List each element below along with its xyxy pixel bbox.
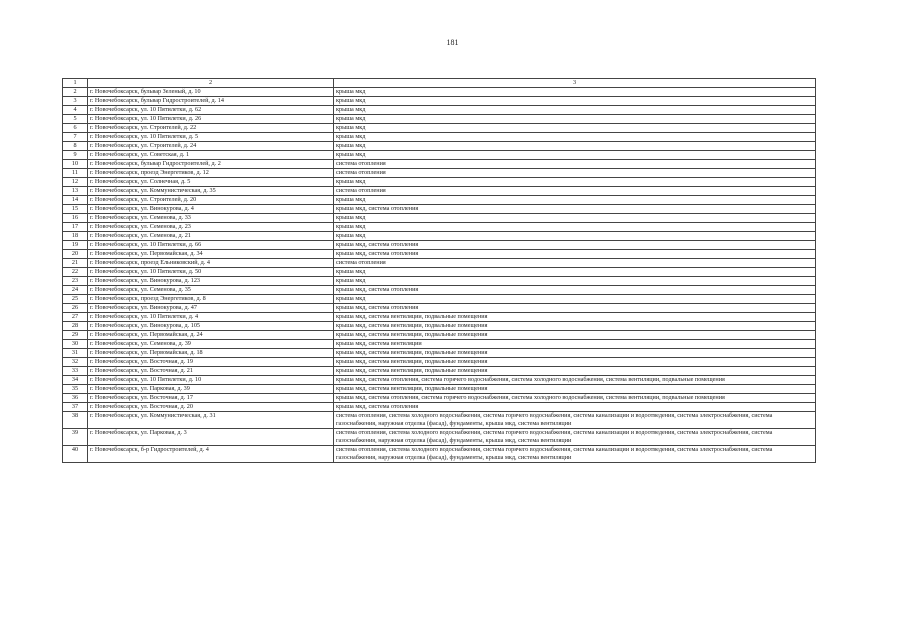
table-row — [63, 178, 816, 187]
table-row — [63, 169, 816, 178]
row-works: система отопления — [334, 259, 816, 268]
row-works: крыша мкд — [334, 295, 816, 304]
row-works: крыша мкд, система отопления — [334, 205, 816, 214]
row-number: 3 — [63, 97, 88, 106]
row-works: крыша мкд — [334, 223, 816, 232]
row-works: крыша мкд — [334, 142, 816, 151]
row-address: г. Новочебоксарск, ул. Солнечная, д. 5 — [88, 178, 334, 187]
row-number: 36 — [63, 394, 88, 403]
row-number: 21 — [63, 259, 88, 268]
table-row — [63, 160, 816, 169]
row-address: г. Новочебоксарск, ул. 10 Пятилетки, д. 5 — [88, 133, 334, 142]
table-row — [63, 124, 816, 133]
row-works: крыша мкд, система вентиляции, подвальные помещения — [334, 313, 816, 322]
row-works: система отопления — [334, 187, 816, 196]
row-works: крыша мкд, система отопления — [334, 403, 816, 412]
row-works: система отопления, система холодного водоснабжения, система горячего водоснабжения, система канализации и водоотведения, система электроснабжения, система газоснабжения, наружная отделка (фасад), фундаменты, крыша мкд, система вентиляции — [334, 446, 816, 463]
row-address: г. Новочебоксарск, ул. 10 Пятилетки, д. 26 — [88, 115, 334, 124]
row-address: г. Новочебоксарск, ул. Строителей, д. 24 — [88, 142, 334, 151]
row-works: крыша мкд, система вентиляции, подвальные помещения — [334, 367, 816, 376]
row-works: крыша мкд, система отопления — [334, 304, 816, 313]
row-number: 28 — [63, 322, 88, 331]
row-address: г. Новочебоксарск, б-р Гидростроителей, д. 4 — [88, 446, 334, 463]
column-header-3: 3 — [334, 79, 816, 88]
row-number: 7 — [63, 133, 88, 142]
row-address: г. Новочебоксарск, ул. Строителей, д. 22 — [88, 124, 334, 133]
table-row — [63, 429, 816, 446]
table-row — [63, 304, 816, 313]
column-header-1: 1 — [63, 79, 88, 88]
row-works: крыша мкд — [334, 277, 816, 286]
table-row — [63, 142, 816, 151]
row-address: г. Новочебоксарск, ул. Советская, д. 1 — [88, 151, 334, 160]
row-address: г. Новочебоксарск, ул. Семенова, д. 39 — [88, 340, 334, 349]
row-address: г. Новочебоксарск, бульвар Зеленый, д. 10 — [88, 88, 334, 97]
table-row — [63, 403, 816, 412]
row-number: 29 — [63, 331, 88, 340]
row-works: крыша мкд — [334, 88, 816, 97]
row-works: система отопления — [334, 169, 816, 178]
row-works: крыша мкд, система отопления — [334, 250, 816, 259]
row-number: 23 — [63, 277, 88, 286]
row-number: 40 — [63, 446, 88, 463]
row-number: 12 — [63, 178, 88, 187]
table-row — [63, 133, 816, 142]
row-address: г. Новочебоксарск, ул. Строителей, д. 20 — [88, 196, 334, 205]
table-row — [63, 268, 816, 277]
table-row — [63, 232, 816, 241]
row-address: г. Новочебоксарск, ул. Семенова, д. 33 — [88, 214, 334, 223]
row-works: крыша мкд — [334, 115, 816, 124]
row-works: крыша мкд, система вентиляции, подвальные помещения — [334, 358, 816, 367]
table-row — [63, 358, 816, 367]
table-row — [63, 295, 816, 304]
table-row — [63, 187, 816, 196]
row-works: крыша мкд — [334, 214, 816, 223]
register-table — [62, 78, 816, 463]
page-number: 181 — [446, 38, 459, 47]
row-number: 35 — [63, 385, 88, 394]
table-row — [63, 115, 816, 124]
row-address: г. Новочебоксарск, ул. 10 Пятилетки, д. 50 — [88, 268, 334, 277]
row-number: 38 — [63, 412, 88, 429]
row-address: г. Новочебоксарск, ул. 10 Пятилетки, д. 66 — [88, 241, 334, 250]
row-works: крыша мкд, система вентиляции, подвальные помещения — [334, 385, 816, 394]
table-row — [63, 151, 816, 160]
row-number: 18 — [63, 232, 88, 241]
row-works: крыша мкд — [334, 97, 816, 106]
table-row — [63, 349, 816, 358]
row-address: г. Новочебоксарск, ул. Семенова, д. 23 — [88, 223, 334, 232]
table-row — [63, 205, 816, 214]
row-number: 8 — [63, 142, 88, 151]
row-number: 33 — [63, 367, 88, 376]
row-number: 14 — [63, 196, 88, 205]
table-row — [63, 385, 816, 394]
row-address: г. Новочебоксарск, ул. Восточная, д. 21 — [88, 367, 334, 376]
row-number: 13 — [63, 187, 88, 196]
row-address: г. Новочебоксарск, ул. Восточная, д. 20 — [88, 403, 334, 412]
table-row — [63, 376, 816, 385]
table-row — [63, 322, 816, 331]
row-address: г. Новочебоксарск, ул. 10 Пятилетки, д. 10 — [88, 376, 334, 385]
row-works: крыша мкд — [334, 268, 816, 277]
row-number: 16 — [63, 214, 88, 223]
row-address: г. Новочебоксарск, проезд Энергетиков, д. 8 — [88, 295, 334, 304]
table-row — [63, 277, 816, 286]
row-address: г. Новочебоксарск, ул. Винокурова, д. 47 — [88, 304, 334, 313]
row-address: г. Новочебоксарск, ул. 10 Пятилетки, д. 62 — [88, 106, 334, 115]
row-number: 17 — [63, 223, 88, 232]
row-number: 9 — [63, 151, 88, 160]
row-address: г. Новочебоксарск, бульвар Гидростроителей, д. 2 — [88, 160, 334, 169]
row-address: г. Новочебоксарск, ул. Восточная, д. 19 — [88, 358, 334, 367]
row-works: крыша мкд — [334, 133, 816, 142]
row-address: г. Новочебоксарск, ул. Семенова, д. 35 — [88, 286, 334, 295]
row-address: г. Новочебоксарск, ул. Парковая, д. 3 — [88, 429, 334, 446]
row-address: г. Новочебоксарск, ул. Парковая, д. 39 — [88, 385, 334, 394]
row-works: крыша мкд — [334, 196, 816, 205]
row-works: крыша мкд, система вентиляции, подвальные помещения — [334, 349, 816, 358]
row-number: 30 — [63, 340, 88, 349]
table-row — [63, 196, 816, 205]
row-works: крыша мкд — [334, 106, 816, 115]
row-address: г. Новочебоксарск, ул. Винокурова, д. 4 — [88, 205, 334, 214]
table-row — [63, 340, 816, 349]
row-number: 20 — [63, 250, 88, 259]
row-number: 39 — [63, 429, 88, 446]
row-number: 24 — [63, 286, 88, 295]
row-address: г. Новочебоксарск, ул. Первомайская, д. 24 — [88, 331, 334, 340]
row-number: 19 — [63, 241, 88, 250]
row-number: 27 — [63, 313, 88, 322]
row-number: 4 — [63, 106, 88, 115]
row-works: крыша мкд, система отопления, система горячего водоснабжения, система холодного водоснабжения, система вентиляции, подвальные помещения — [334, 376, 816, 385]
table-row — [63, 313, 816, 322]
table-row — [63, 412, 816, 429]
row-number: 34 — [63, 376, 88, 385]
row-works: крыша мкд, система отопления, система горячего водоснабжения, система холодного водоснабжения, система вентиляции, подвальные помещения — [334, 394, 816, 403]
table-row — [63, 250, 816, 259]
row-number: 6 — [63, 124, 88, 133]
row-number: 25 — [63, 295, 88, 304]
row-works: крыша мкд — [334, 124, 816, 133]
row-works: крыша мкд — [334, 232, 816, 241]
row-works: крыша мкд, система вентиляции — [334, 340, 816, 349]
column-header-2: 2 — [88, 79, 334, 88]
row-works: крыша мкд — [334, 178, 816, 187]
row-address: г. Новочебоксарск, ул. Винокурова, д. 105 — [88, 322, 334, 331]
table-row — [63, 97, 816, 106]
row-address: г. Новочебоксарск, проезд Энергетиков, д. 12 — [88, 169, 334, 178]
row-address: г. Новочебоксарск, ул. Семенова, д. 21 — [88, 232, 334, 241]
row-number: 32 — [63, 358, 88, 367]
table-row — [63, 223, 816, 232]
table-row — [63, 331, 816, 340]
row-number: 5 — [63, 115, 88, 124]
table-row — [63, 367, 816, 376]
table-row — [63, 106, 816, 115]
row-address: г. Новочебоксарск, ул. Первомайская, д. 18 — [88, 349, 334, 358]
table-row — [63, 241, 816, 250]
row-address: г. Новочебоксарск, ул. 10 Пятилетки, д. 4 — [88, 313, 334, 322]
row-address: г. Новочебоксарск, бульвар Гидростроителей, д. 14 — [88, 97, 334, 106]
row-works: система отопления, система холодного водоснабжения, система горячего водоснабжения, система канализации и водоотведения, система электроснабжения, система газоснабжения, наружная отделка (фасад), фундаменты, крыша мкд, система вентиляции — [334, 412, 816, 429]
row-works: крыша мкд — [334, 151, 816, 160]
row-number: 10 — [63, 160, 88, 169]
row-address: г. Новочебоксарск, ул. Коммунистическая, д. 31 — [88, 412, 334, 429]
table-row — [63, 259, 816, 268]
row-address: г. Новочебоксарск, ул. Первомайская, д. 34 — [88, 250, 334, 259]
table-row — [63, 88, 816, 97]
row-works: крыша мкд, система вентиляции, подвальные помещения — [334, 322, 816, 331]
row-works: крыша мкд, система отопления — [334, 241, 816, 250]
row-number: 11 — [63, 169, 88, 178]
row-works: система отопления — [334, 160, 816, 169]
row-number: 26 — [63, 304, 88, 313]
table-header-row — [63, 79, 816, 88]
row-number: 15 — [63, 205, 88, 214]
row-works: система отопления, система холодного водоснабжения, система горячего водоснабжения, система канализации и водоотведения, система электроснабжения, система газоснабжения, наружная отделка (фасад), фундаменты, крыша мкд, система вентиляции — [334, 429, 816, 446]
row-number: 31 — [63, 349, 88, 358]
row-works: крыша мкд, система вентиляции, подвальные помещения — [334, 331, 816, 340]
row-address: г. Новочебоксарск, проезд Ельниковский, д. 4 — [88, 259, 334, 268]
row-number: 22 — [63, 268, 88, 277]
row-address: г. Новочебоксарск, ул. Коммунистическая, д. 35 — [88, 187, 334, 196]
table-row — [63, 214, 816, 223]
table-row — [63, 286, 816, 295]
table-row — [63, 446, 816, 463]
row-number: 37 — [63, 403, 88, 412]
row-works: крыша мкд, система отопления — [334, 286, 816, 295]
row-address: г. Новочебоксарск, ул. Восточная, д. 17 — [88, 394, 334, 403]
row-number: 2 — [63, 88, 88, 97]
row-address: г. Новочебоксарск, ул. Винокурова, д. 123 — [88, 277, 334, 286]
table-row — [63, 394, 816, 403]
